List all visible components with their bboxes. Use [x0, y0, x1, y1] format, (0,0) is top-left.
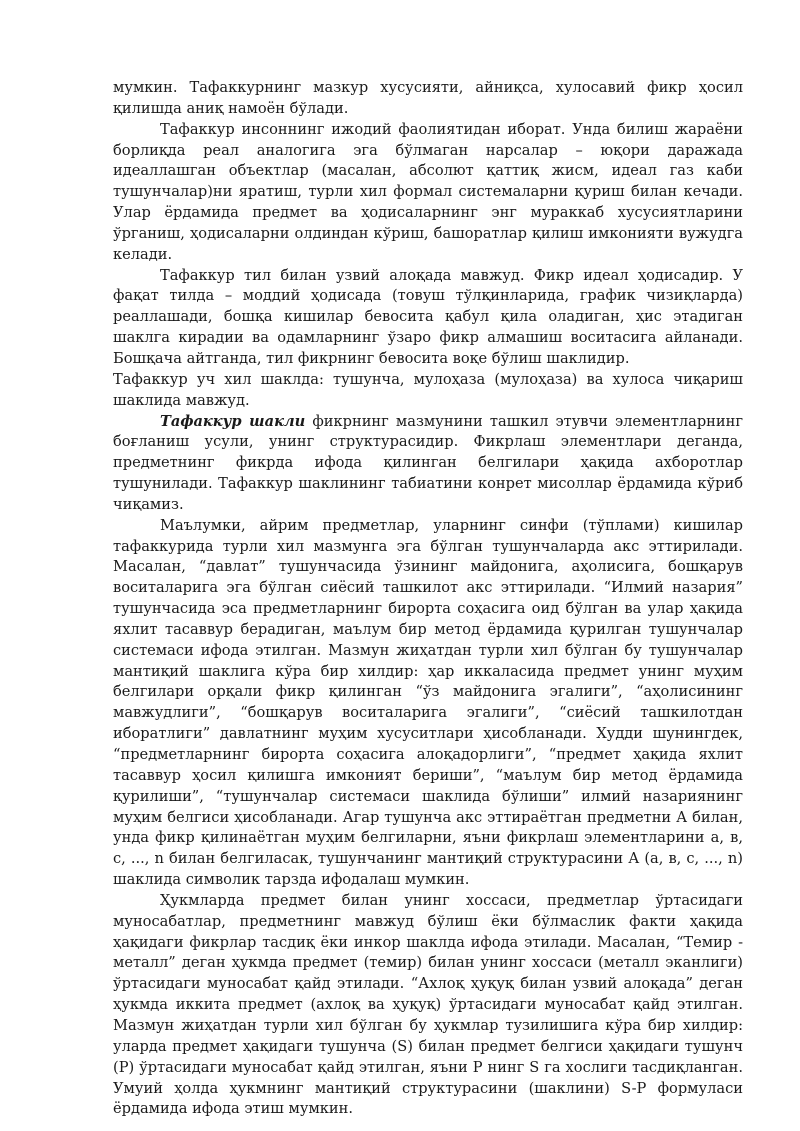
paragraph-6 — [113, 516, 743, 891]
paragraph-5-text: фикрнинг мазмунини ташкил этувчи элементларнинг боғланиш усули, унинг структурасидир. Фикрлаш элементлари деганда, предметнинг фикрда ифода қилинган белгилари ҳақида ахборотлар тушунилади. Тафаккур шаклининг табиатини конрет мисоллар ёрдамида кўриб чиқамиз. — [113, 412, 743, 513]
paragraph-3-text: Тафаккур тил билан узвий алоқада мавжуд. Фикр идеал ҳодисадир. У фақат тилда – моддий ҳодисада (товуш тўлқинларида, график чизиқларда) реаллашади, бошқа кишилар бевосита қабул қила оладиган, ҳис этадиган шаклга кирадии ва одамларнинг ўзаро фикр алмашиш воситасига айланади. Бошқача айтганда, тил фикрнинг бевосита воқе бўлиш шаклидир. — [113, 266, 743, 367]
paragraph-1 — [113, 78, 743, 120]
paragraph-6-text: Маълумки, айрим предметлар, уларнинг синфи (тўплами) кишилар тафаккурида турли хил мазмунга эга бўлган тушунчаларда акс эттирилади. Масалан, “давлат” тушунчасида ўзининг майдонига, аҳолисига, бошқарув воситаларига эга бўлган сиёсий ташкилот акс эттирилади. “Илмий назария” тушунчасида эса предметларнинг бирорта соҳасига оид бўлган ва улар ҳақида яхлит тасаввур берадиган, маълум бир метод ёрдамида қурилган тушунчалар системаси ифода этилган. Мазмун жиҳатдан турли хил бўлган бу тушунчалар мантиқий шаклига кўра бир хилдир: ҳар иккаласида предмет унинг муҳим белгилари орқали фикр қилинган “ўз майдонига эгалиги”, “аҳолисининг мавжудлиги”, “бошқарув воситаларига эгалиги”, “сиёсий ташкилотдан иборатлиги” давлатнинг муҳим хусуситлари ҳисобланади. Худди шунингдек, “предметларнинг бирорта соҳасига алоқадорлиги”, “предмет ҳақида яхлит тасаввур ҳосил қилишга имконият бериши”, “маълум бир метод ёрдамида қурилиши”, “тушунчалар системаси шаклида бўлиши” илмий назариянинг муҳим белгиси ҳисобланади. Агар тушунча акс эттираётган предметни А билан, унда фикр қилинаётган муҳим белгиларни, яъни фикрлаш элементларини а, в, с, ..., n билан белгиласак, тушунчанинг мантиқий структурасини А (а, в, с, ..., n) шаклида символик тарзда ифодалаш мумкин. — [113, 516, 743, 889]
term-definition: Тафаккур шакли — [160, 412, 306, 430]
paragraph-5 — [113, 412, 743, 516]
paragraph-2-text: Тафаккур инсоннинг ижодий фаолиятидан иборат. Унда билиш жараёни борлиқда реал аналогига эга бўлмаган нарсалар – юқори даражада идеаллашган объектлар (масалан, абсолют қаттиқ жисм, идеал газ каби тушунчалар)ни яратиш, турли хил формал системаларни қуриш билан кечади. Улар ёрдамида предмет ва ҳодисаларнинг энг мураккаб хусусиятларини ўрганиш, ҳодисаларни олдиндан кўриш, башоратлар қилиш имконияти вужудга келади. — [113, 120, 743, 263]
paragraph-7 — [113, 891, 743, 1120]
paragraph-2 — [113, 120, 743, 266]
paragraph-1-text: мумкин. Тафаккурнинг мазкур хусусияти, айниқса, хулосавий фикр ҳосил қилишда аниқ намоён бўлади. — [113, 79, 743, 117]
paragraph-4-text: Тафаккур уч хил шаклда: тушунча, мулоҳаза (мулоҳаза) ва хулоса чиқариш шаклида мавжуд. — [113, 370, 743, 409]
paragraph-7-text: Ҳукмларда предмет билан унинг хоссаси, предметлар ўртасидаги муносабатлар, предметнинг мавжуд бўлиш ёки бўлмаслик факти ҳақида ҳақидаги фикрлар тасдиқ ёки инкор шаклда ифода этилади. Масалан, “Темир - металл” деган ҳукмда предмет (темир) билан унинг хоссаси (металл эканлиги) ўртасидаги муносабат қайд этилади. “Ахлоқ ҳуқуқ билан узвий алоқада” деган ҳукмда иккита предмет (ахлоқ ва ҳуқуқ) ўртасидаги муносабат қайд этилган. Мазмун жиҳатдан турли хил бўлган бу ҳукмлар тузилишига кўра бир хилдир: уларда предмет ҳақидаги тушунча (S) билан предмет белгиси ҳақидаги тушунч (P) ўртасидаги муносабат қайд этилган, яъни P нинг S га хослиги тасдиқланган. Умуий ҳолда ҳукмнинг мантиқий структурасини (шаклини) S-P формуласи ёрдамида ифода этиш мумкин. — [113, 891, 743, 1118]
paragraph-3 — [113, 266, 743, 370]
paragraph-4 — [113, 370, 743, 412]
document-page — [113, 78, 743, 1120]
